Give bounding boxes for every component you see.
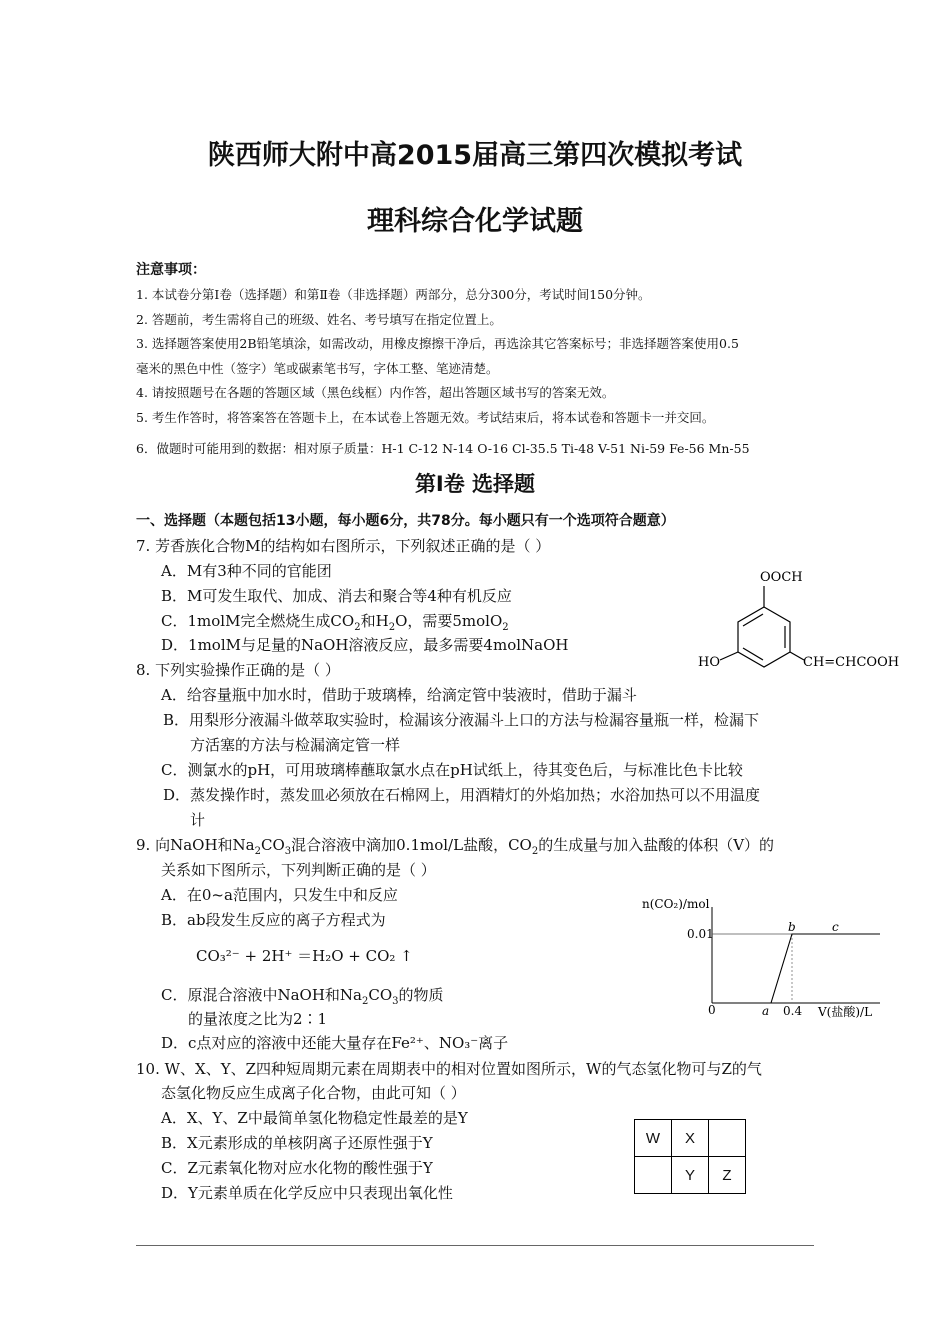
q9-stem-pre: 9. 向NaOH和Na	[136, 836, 255, 854]
note-item-6: 6．做题时可能用到的数据：相对原子质量：H-1 C-12 N-14 O-16 Cl-35.5 Ti-48 V-51 Ni-59 Fe-56 Mn-55	[136, 441, 750, 456]
q9-stem-tail: 的生成量与加入盐酸的体积（V）的	[538, 836, 775, 854]
chart-series-line	[771, 934, 880, 1003]
q9-option-c	[161, 984, 444, 1007]
q7-structure-diagram	[690, 562, 905, 672]
q7-c-sub3: 2	[502, 622, 509, 633]
table-cell	[635, 1157, 672, 1194]
q7-c-sub1: 2	[354, 622, 361, 633]
section-title: 第Ⅰ卷 选择题	[414, 472, 536, 496]
q9-stem	[136, 834, 774, 857]
chart-y-axis-label: n(CO₂)/mol	[642, 897, 710, 911]
notes-heading: 注意事项：	[136, 262, 206, 278]
q7-c-sub2: 2	[388, 622, 396, 633]
q9-chart	[640, 893, 890, 1028]
q9-c-sub2: 3	[392, 996, 399, 1007]
note-item-5: 5. 考生作答时，将答案答在答题卡上，在本试卷上答题无效。考试结束后，将本试卷和答题卡一并交回。	[136, 410, 715, 425]
q7-option-c	[161, 610, 509, 633]
bond-right	[790, 652, 804, 660]
chart-y-tick-0-01: 0.01	[687, 927, 714, 941]
note-item-1: 1. 本试卷分第Ⅰ卷（选择题）和第Ⅱ卷（非选择题）两部分，总分300分，考试时间150分钟。	[136, 287, 651, 302]
q9-c-post: 的物质	[398, 986, 444, 1004]
q7-option-b: B．M可发生取代、加成、消去和聚合等4种有机反应	[161, 587, 512, 605]
ring-double-bond-3	[743, 648, 763, 660]
chart-point-label-b: b	[788, 920, 796, 934]
part-heading: 一、选择题（本题包括13小题，每小题6分，共78分。每小题只有一个选项符合题意）	[136, 513, 675, 529]
q9-option-b: B．ab段发生反应的离子方程式为	[161, 911, 386, 929]
q10-option-d: D．Y元素单质在化学反应中只表现出氧化性	[161, 1184, 453, 1202]
q8-stem: 8. 下列实验操作正确的是（ ）	[136, 661, 340, 679]
q9-stem-mid: CO	[260, 836, 285, 854]
table-cell: Z	[709, 1157, 746, 1194]
q8-option-b: B．用梨形分液漏斗做萃取实验时，检漏该分液漏斗上口的方法与检漏容量瓶一样，检漏下	[163, 711, 760, 729]
structure-label-ooch: OOCH	[760, 570, 803, 585]
q9-stem-sub1: 2	[254, 846, 261, 857]
exam-title: 陕西师大附中高2015届高三第四次模拟考试	[207, 140, 743, 171]
chart-x-tick-0: 0	[708, 1003, 716, 1017]
table-cell: X	[672, 1120, 709, 1157]
q8-option-d-cont: 计	[190, 811, 206, 829]
q9-stem-sub3: 2	[531, 846, 539, 857]
note-item-3: 3. 选择题答案使用2B铅笔填涂，如需改动，用橡皮擦擦干净后，再选涂其它答案标号；非选择题答案使用0.5	[136, 336, 739, 351]
q10-option-a: A．X、Y、Z中最简单氢化物稳定性最差的是Y	[161, 1109, 468, 1127]
q7-option-a: A．M有3种不同的官能团	[161, 562, 332, 580]
q10-stem: 10. W、X、Y、Z四种短周期元素在周期表中的相对位置如图所示，W的气态氢化物可与Z的气	[136, 1060, 762, 1078]
q8-option-b-cont: 方活塞的方法与检漏滴定管一样	[190, 736, 401, 754]
q7-c-post: O，需要5molO	[395, 612, 503, 630]
q9-option-c-cont: 的量浓度之比为2∶1	[188, 1010, 328, 1028]
q10-stem-cont: 态氢化物反应生成离子化合物，由此可知（ ）	[161, 1084, 466, 1102]
q10-option-b: B．X元素形成的单核阴离子还原性强于Y	[161, 1134, 433, 1152]
footer-divider	[136, 1245, 814, 1246]
q10-option-c: C．Z元素氧化物对应水化物的酸性强于Y	[161, 1159, 433, 1177]
q8-option-c: C．测氯水的pH，可用玻璃棒蘸取氯水点在pH试纸上，待其变色后，与标准比色卡比较	[161, 761, 743, 779]
q8-option-a: A．给容量瓶中加水时，借助于玻璃棒，给滴定管中装液时，借助于漏斗	[161, 686, 637, 704]
q9-option-a: A．在0~a范围内，只发生中和反应	[161, 886, 398, 904]
ring-double-bond-2	[743, 614, 763, 626]
q9-option-d: D．c点对应的溶液中还能大量存在Fe²⁺、NO₃⁻离子	[161, 1034, 509, 1052]
q9-equation: CO₃²⁻ + 2H⁺ ＝H₂O + CO₂ ↑	[196, 947, 413, 965]
bond-left	[720, 652, 738, 660]
q9-stem-sub2: 3	[284, 846, 292, 857]
table-cell: Y	[672, 1157, 709, 1194]
q9-c-pre: C．原混合溶液中NaOH和Na	[161, 986, 362, 1004]
note-item-2: 2. 答题前，考生需将自己的班级、姓名、考号填写在指定位置上。	[136, 312, 502, 327]
q7-c-pre: C．1molM完全燃烧生成CO	[161, 612, 355, 630]
q7-stem: 7. 芳香族化合物M的结构如右图所示，下列叙述正确的是（ ）	[136, 537, 551, 555]
structure-label-ho: HO	[698, 655, 720, 670]
chart-x-tick-0-4: 0.4	[783, 1004, 803, 1018]
table-row	[635, 1157, 746, 1194]
q8-option-d: D．蒸发操作时，蒸发皿必须放在石棉网上，用酒精灯的外焰加热；水浴加热可以不用温度	[163, 786, 761, 804]
benzene-ring	[738, 607, 790, 667]
table-cell: W	[635, 1120, 672, 1157]
table-cell	[709, 1120, 746, 1157]
chart-point-label-c: c	[832, 920, 839, 934]
q10-periodic-table	[634, 1119, 746, 1194]
note-item-4: 4. 请按照题号在各题的答题区域（黑色线框）内作答，超出答题区域书写的答案无效。	[136, 385, 615, 400]
q7-option-d: D．1molM与足量的NaOH溶液反应，最多需要4molNaOH	[161, 636, 569, 654]
q7-c-mid: 和H	[360, 612, 389, 630]
q9-c-sub1: 2	[362, 996, 369, 1007]
structure-label-side-chain: CH=CHCOOH	[803, 655, 900, 670]
table-row	[635, 1120, 746, 1157]
q9-c-mid: CO	[368, 986, 393, 1004]
q9-stem-cont: 关系如下图所示，下列判断正确的是（ ）	[161, 861, 436, 879]
q9-stem-post: 混合溶液中滴加0.1mol/L盐酸，CO	[291, 836, 532, 854]
chart-x-axis-label: V(盐酸)/L	[818, 1005, 873, 1019]
chart-x-tick-a: a	[762, 1004, 770, 1018]
note-item-3-cont: 毫米的黑色中性（签字）笔或碳素笔书写，字体工整、笔迹清楚。	[136, 361, 499, 376]
exam-subtitle: 理科综合化学试题	[367, 206, 583, 237]
